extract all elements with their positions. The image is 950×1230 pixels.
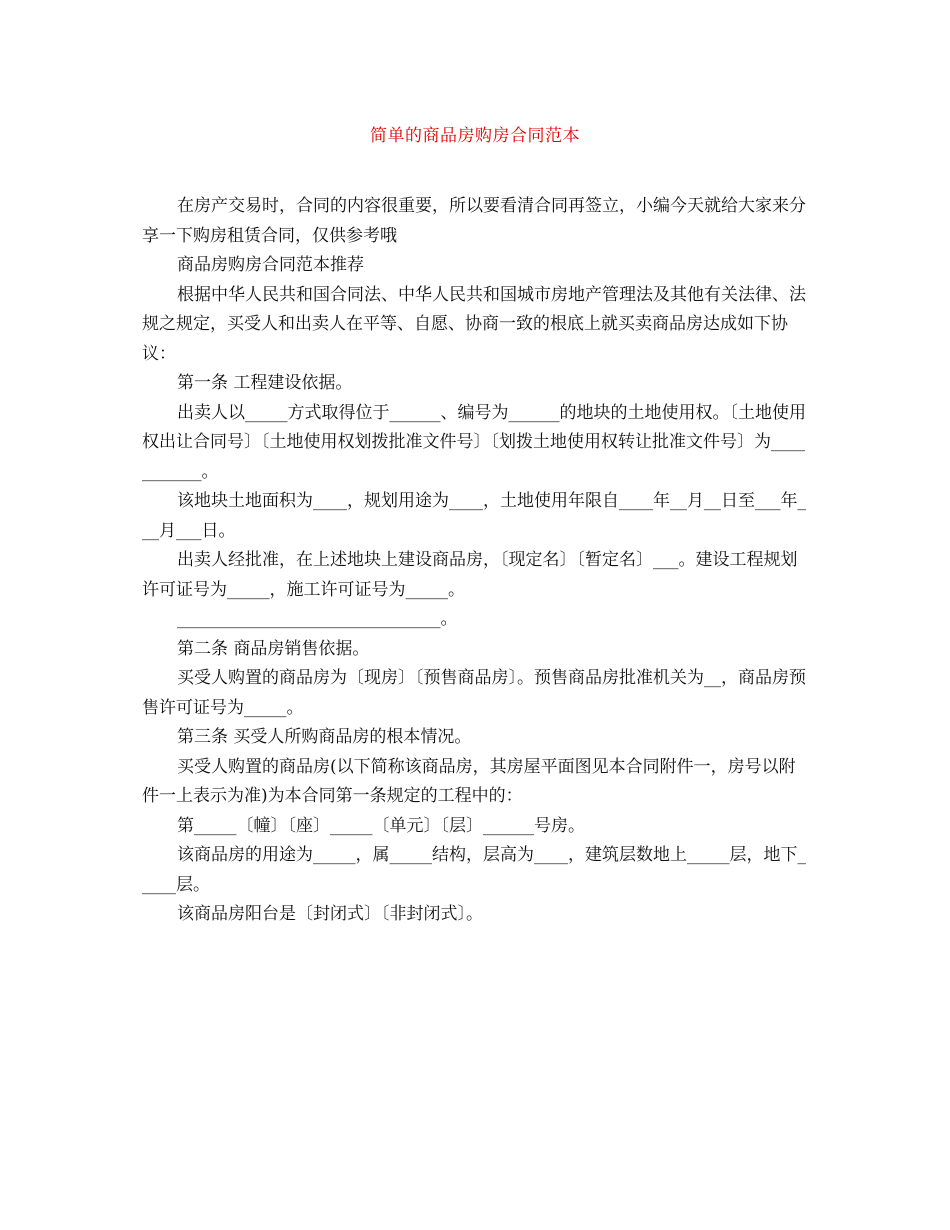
paragraph-recommend: 商品房购房合同范本推荐 (177, 255, 364, 275)
document-title: 简单的商品房购房合同范本 (370, 126, 580, 146)
article-3-room-number: 第_____〔幢〕〔座〕_____〔单元〕〔层〕______号房。 (177, 815, 585, 836)
article-1-land-right: 出卖人以_____方式取得位于______、编号为______的地块的土地使用权。〔土地使用权出让合同号〕〔土地使用权划拨批准文件号〕〔划拨土地使用权转让批准文件号〕为___________。 (142, 402, 806, 482)
article-1-blank-line: _______________________________。 (177, 609, 458, 629)
article-2-sales-basis: 买受人购置的商品房为〔现房〕〔预售商品房〕。预售商品房批准机关为__，商品房预售许可证号为_____。 (142, 668, 806, 718)
article-2-heading: 第二条 商品房销售依据。 (177, 638, 370, 659)
article-3-balcony: 该商品房阳台是〔封闭式〕〔非封闭式〕。 (177, 904, 483, 924)
article-3-usage: 该商品房的用途为_____，属_____结构，层高为____，建筑层数地上_____层，地下_____层。 (142, 845, 806, 895)
article-1-approval: 出卖人经批准，在上述地块上建设商品房，〔现定名〕〔暂定名〕___。建设工程规划许可证号为_____，施工许可证号为_____。 (142, 550, 798, 600)
paragraph-preamble: 根据中华人民共和国合同法、中华人民共和国城市房地产管理法及其他有关法律、法规之规定，买受人和出卖人在平等、自愿、协商一致的根底上就买卖商品房达成如下协议： (142, 284, 806, 364)
article-1-heading: 第一条 工程建设依据。 (177, 373, 353, 393)
article-3-heading: 第三条 买受人所购商品房的根本情况。 (177, 727, 472, 747)
document-body (142, 192, 806, 930)
article-1-land-area: 该地块土地面积为____，规划用途为____，土地使用年限自____年__月__日至___年___月___日。 (142, 491, 806, 541)
paragraph-intro: 在房产交易时，合同的内容很重要，所以要看清合同再签立，小编今天就给大家来分享一下购房租赁合同，仅供参考哦 (142, 196, 806, 246)
article-3-description: 买受人购置的商品房(以下简称该商品房，其房屋平面图见本合同附件一，房号以附件一上表示为准)为本合同第一条规定的工程中的： (142, 756, 796, 806)
